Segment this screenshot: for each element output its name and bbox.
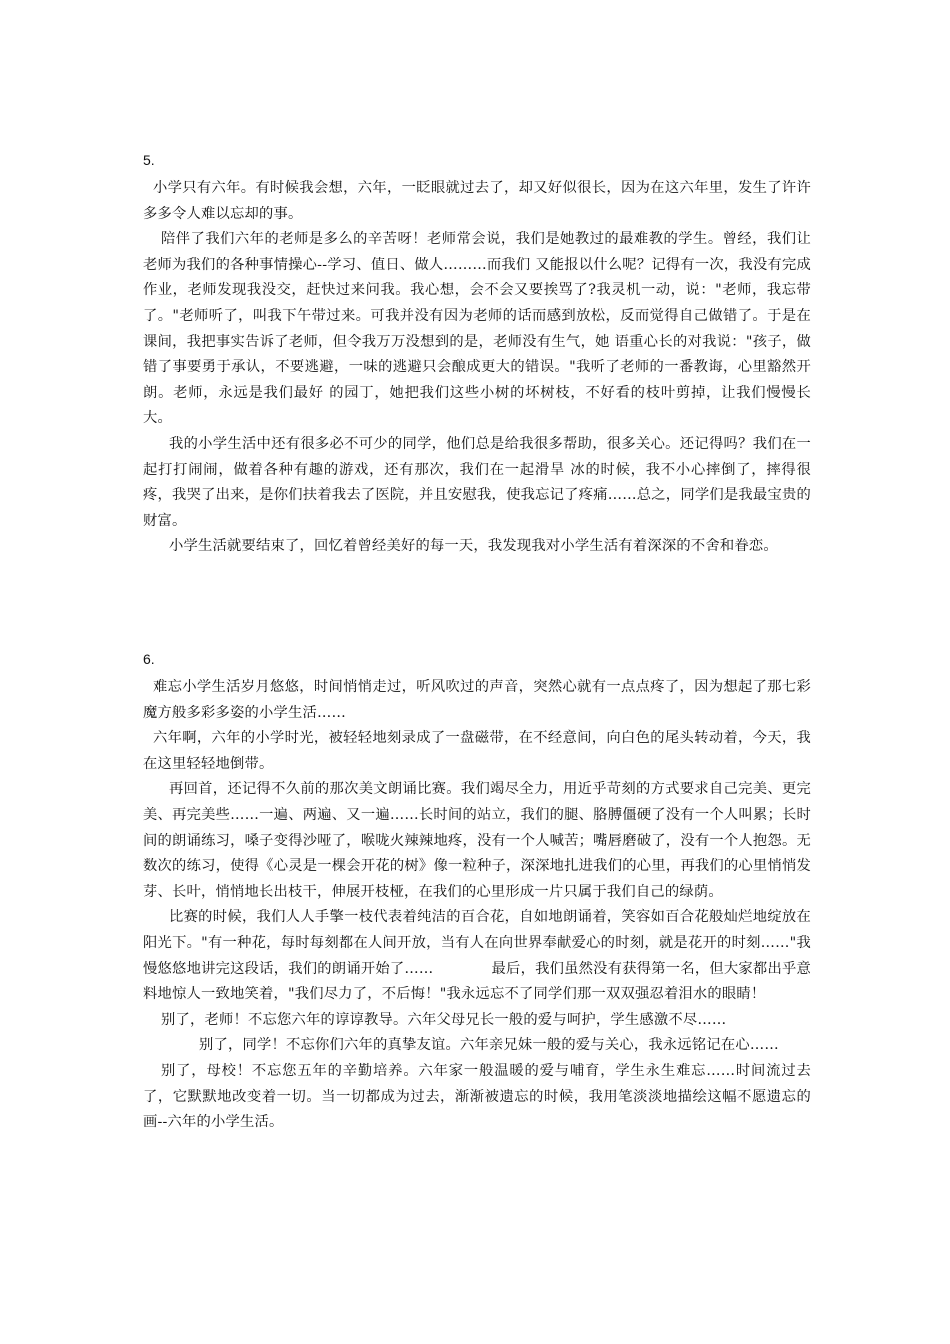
paragraph: 比赛的时候，我们人人手擎一枝代表着纯洁的百合花，自如地朗诵着，笑容如百合花般灿烂地绽放在阳光下。"有一种花，每时每刻都在人间开放，当有人在向世界奉献爱心的时刻，就是花开的时刻……"我慢悠悠地讲完这段话，我们的朗诵开始了…… 最后，我们虽然没有获得第一名，但大家都出乎意料地惊人一致地笑着，"我们尽力了，不后悔！"我永远忘不了同学们那一双双强忍着泪水的眼睛！ — [143, 909, 811, 1003]
paragraph: 难忘小学生活岁月悠悠，时间悄悄走过，听风吹过的声音，突然心就有一点点疼了，因为想起了那七彩魔方般多彩多姿的小学生活…… — [143, 679, 811, 721]
paragraph: 别了，老师！不忘您六年的谆谆教导。六年父母兄长一般的爱与呵护，学生感激不尽…… — [161, 1011, 727, 1028]
paragraph: 我的小学生活中还有很多必不可少的同学，他们总是给我很多帮助，很多关心。还记得吗？我们在一起打打闹闹，做着各种有趣的游戏，还有那次，我们在一起滑旱 冰的时候，我不小心摔倒了，摔得很疼，我哭了出来，是你们扶着我去了医院，并且安慰我，使我忘记了疼痛……总之，同学们是我最宝贵的财富。 — [143, 435, 811, 529]
essay-number: 5. — [143, 152, 155, 168]
paragraph: 再回首，还记得不久前的那次美文朗诵比赛。我们竭尽全力，用近乎苛刻的方式要求自己完美、更完美、再完美些……一遍、两遍、又一遍……长时间的站立，我们的腿、胳膊僵硬了没有一个人叫累；长时间的朗诵练习，嗓子变得沙哑了，喉咙火辣辣地疼，没有一个人喊苦；嘴唇磨破了，没有一个人抱怨。无数次的练习，使得《心灵是一棵会开花的树》像一粒种子，深深地扎进我们的心里，再我们的心里悄悄发芽、长叶，悄悄地长出枝干，伸展开枝桠，在我们的心里形成一片只属于我们自己的绿荫。 — [143, 781, 811, 900]
essay-6 — [143, 649, 811, 1136]
paragraph: 别了，同学！不忘你们六年的真挚友谊。六年亲兄妹一般的爱与关心，我永远铭记在心…… — [199, 1037, 779, 1054]
paragraph: 陪伴了我们六年的老师是多么的辛苦呀！老师常会说，我们是她教过的最难教的学生。曾经，我们让老师为我们的各种事情操心--学习、值日、做人………而我们 又能报以什么呢？记得有一次，我没有完成作业，老师发现我没交，赶快过来问我。我心想，会不会又要挨骂了?我灵机一动，说："老师，我忘带了。"老师听了，叫我下午带过来。可我并没有因为老师的话而感到放松，反而觉得自己做错了。于是在课间，我把事实告诉了老师，但令我万万没想到的是，老师没有生气，她 语重心长的对我说："孩子，做错了事要勇于承认，不要逃避，一味的逃避只会酿成更大的错误。"我听了老师的一番教诲，心里豁然开朗。老师，永远是我们最好 的园丁，她把我们这些小树的坏树枝，不好看的枝叶剪掉，让我们慢慢长大。 — [143, 231, 811, 427]
paragraph: 别了，母校！不忘您五年的辛勤培养。六年家一般温暖的爱与哺育，学生永生难忘……时间流过去了，它默默地改变着一切。当一切都成为过去，渐渐被遗忘的时候，我用笔淡淡地描绘这幅不愿遗忘的画--六年的小学生活。 — [143, 1062, 811, 1131]
essay-number: 6. — [143, 651, 155, 667]
essay-5 — [143, 150, 811, 560]
paragraph: 小学只有六年。有时候我会想，六年，一眨眼就过去了，却又好似很长，因为在这六年里，发生了许许多多令人难以忘却的事。 — [143, 180, 811, 222]
paragraph: 六年啊，六年的小学时光，被轻轻地刻录成了一盘磁带，在不经意间，向白色的尾头转动着，今天，我在这里轻轻地倒带。 — [143, 730, 811, 772]
paragraph: 小学生活就要结束了，回忆着曾经美好的每一天，我发现我对小学生活有着深深的不舍和眷恋。 — [169, 538, 778, 555]
